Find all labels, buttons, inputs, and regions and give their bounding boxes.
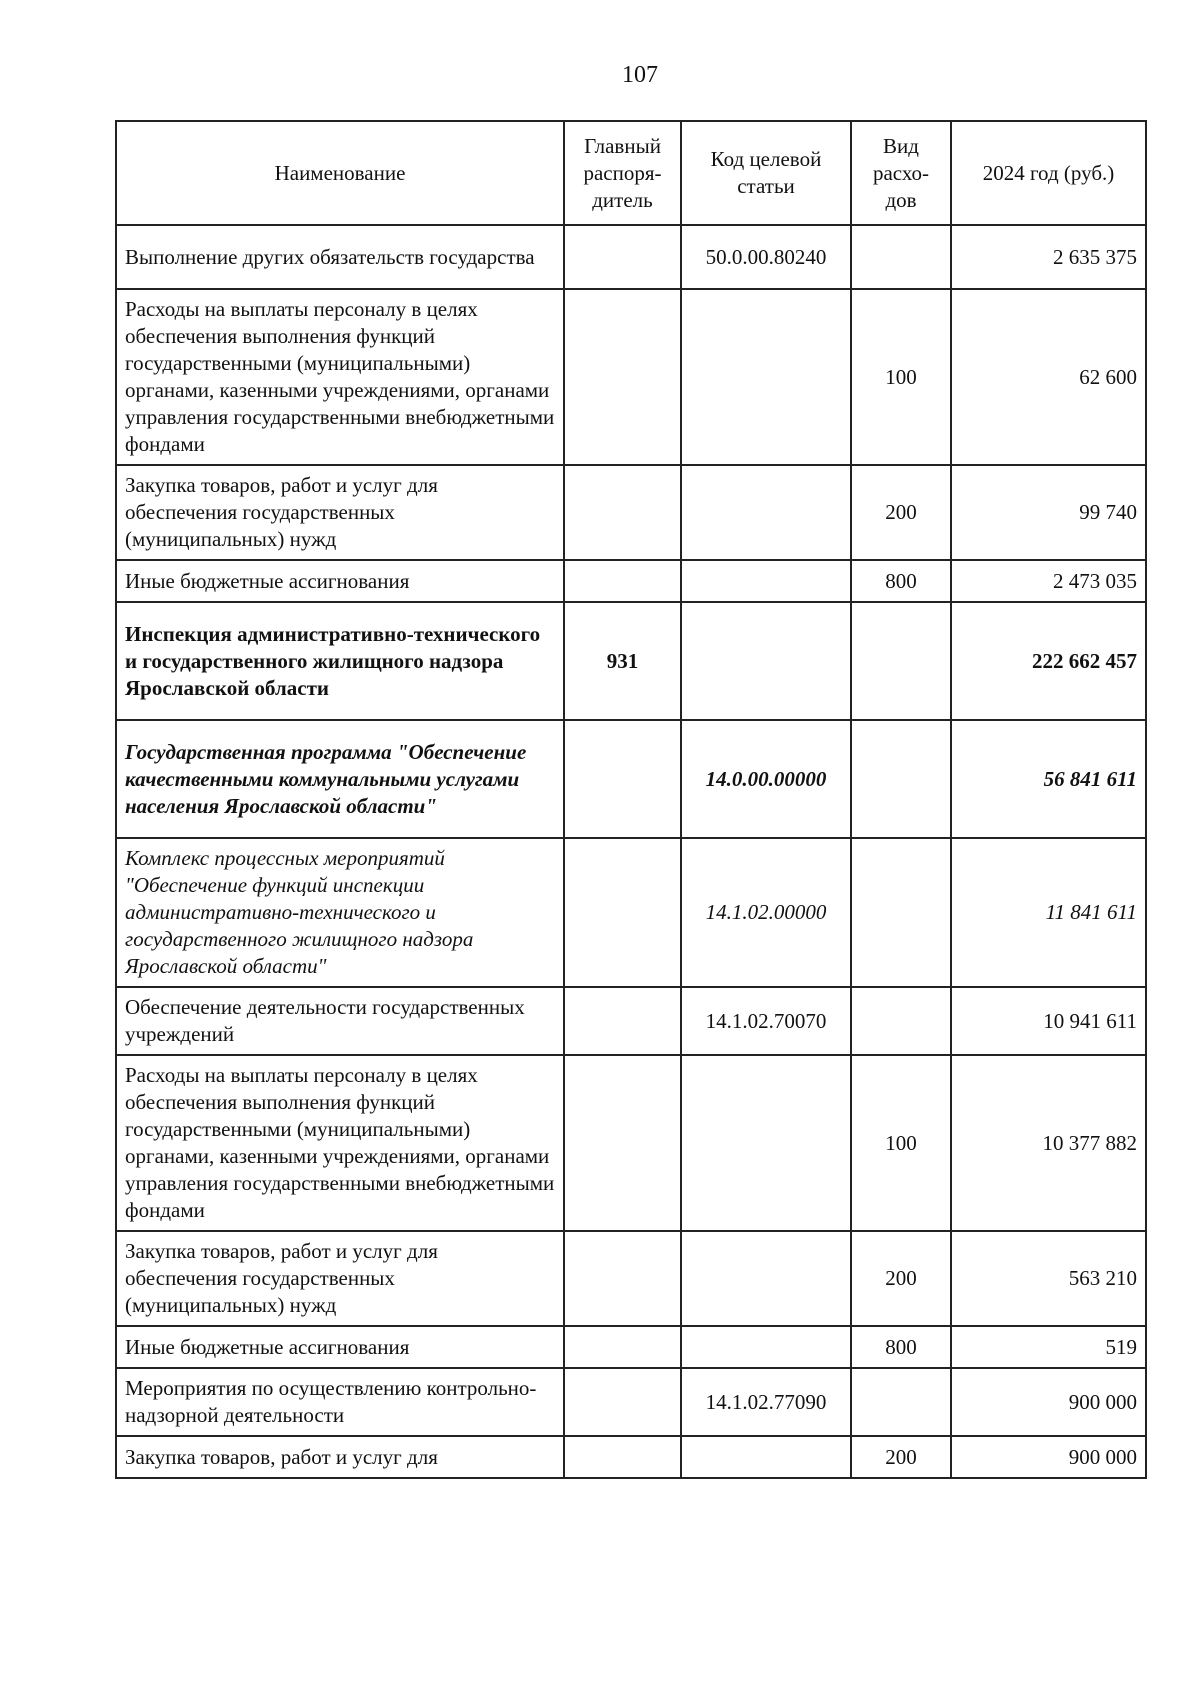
cell-main-manager bbox=[564, 1326, 681, 1368]
cell-target-code bbox=[681, 1055, 851, 1231]
cell-amount: 222 662 457 bbox=[951, 602, 1146, 720]
cell-name: Закупка товаров, работ и услуг для обеспечения государственных (муниципальных) нужд bbox=[116, 465, 564, 560]
header-main-manager: Главный распоря-дитель bbox=[564, 121, 681, 225]
cell-name: Мероприятия по осуществлению контрольно-надзорной деятельности bbox=[116, 1368, 564, 1436]
cell-name: Закупка товаров, работ и услуг для обеспечения государственных (муниципальных) нужд bbox=[116, 1231, 564, 1326]
cell-amount: 900 000 bbox=[951, 1368, 1146, 1436]
cell-name: Инспекция административно-технического и государственного жилищного надзора Ярославской области bbox=[116, 602, 564, 720]
cell-amount: 10 377 882 bbox=[951, 1055, 1146, 1231]
header-expense-type: Вид расхо-дов bbox=[851, 121, 951, 225]
cell-expense-type bbox=[851, 838, 951, 987]
cell-target-code: 14.1.02.77090 bbox=[681, 1368, 851, 1436]
page-number: 107 bbox=[622, 62, 658, 88]
cell-name: Иные бюджетные ассигнования bbox=[116, 560, 564, 602]
table-body bbox=[116, 225, 1146, 1478]
table-row bbox=[116, 602, 1146, 720]
cell-expense-type: 800 bbox=[851, 1326, 951, 1368]
cell-expense-type: 200 bbox=[851, 465, 951, 560]
cell-main-manager bbox=[564, 1055, 681, 1231]
table-row bbox=[116, 720, 1146, 838]
cell-target-code: 50.0.00.80240 bbox=[681, 225, 851, 289]
cell-target-code bbox=[681, 602, 851, 720]
table-row bbox=[116, 465, 1146, 560]
cell-main-manager bbox=[564, 1231, 681, 1326]
cell-main-manager bbox=[564, 289, 681, 465]
cell-target-code bbox=[681, 1436, 851, 1478]
cell-target-code: 14.0.00.00000 bbox=[681, 720, 851, 838]
cell-name: Комплекс процессных мероприятий "Обеспечение функций инспекции административно-технического и государственного жилищного надзора Ярославской области" bbox=[116, 838, 564, 987]
cell-name: Государственная программа "Обеспечение качественными коммунальными услугами населения Ярославской области" bbox=[116, 720, 564, 838]
cell-target-code: 14.1.02.00000 bbox=[681, 838, 851, 987]
table-row bbox=[116, 225, 1146, 289]
cell-main-manager: 931 bbox=[564, 602, 681, 720]
table-row bbox=[116, 1326, 1146, 1368]
cell-target-code bbox=[681, 1326, 851, 1368]
cell-main-manager bbox=[564, 225, 681, 289]
cell-expense-type bbox=[851, 987, 951, 1055]
cell-amount: 62 600 bbox=[951, 289, 1146, 465]
cell-amount: 10 941 611 bbox=[951, 987, 1146, 1055]
cell-name: Иные бюджетные ассигнования bbox=[116, 1326, 564, 1368]
cell-amount: 56 841 611 bbox=[951, 720, 1146, 838]
header-target-code: Код целевой статьи bbox=[681, 121, 851, 225]
cell-target-code bbox=[681, 560, 851, 602]
cell-expense-type: 800 bbox=[851, 560, 951, 602]
cell-name: Закупка товаров, работ и услуг для bbox=[116, 1436, 564, 1478]
table-row bbox=[116, 1231, 1146, 1326]
cell-amount: 900 000 bbox=[951, 1436, 1146, 1478]
header-amount: 2024 год (руб.) bbox=[951, 121, 1146, 225]
table-row bbox=[116, 1436, 1146, 1478]
table-row bbox=[116, 1368, 1146, 1436]
table-row bbox=[116, 1055, 1146, 1231]
cell-expense-type bbox=[851, 1368, 951, 1436]
cell-name: Расходы на выплаты персоналу в целях обеспечения выполнения функций государственными (муниципальными) органами, казенными учреждениями, органами управления государственными внебюджетными фондами bbox=[116, 289, 564, 465]
cell-expense-type bbox=[851, 225, 951, 289]
cell-main-manager bbox=[564, 987, 681, 1055]
budget-table bbox=[115, 120, 1147, 1479]
cell-name: Расходы на выплаты персоналу в целях обеспечения выполнения функций государственными (муниципальными) органами, казенными учреждениями, органами управления государственными внебюджетными фондами bbox=[116, 1055, 564, 1231]
table-row bbox=[116, 838, 1146, 987]
cell-name: Обеспечение деятельности государственных учреждений bbox=[116, 987, 564, 1055]
cell-expense-type: 200 bbox=[851, 1231, 951, 1326]
cell-amount: 563 210 bbox=[951, 1231, 1146, 1326]
cell-main-manager bbox=[564, 465, 681, 560]
cell-name: Выполнение других обязательств государства bbox=[116, 225, 564, 289]
cell-amount: 519 bbox=[951, 1326, 1146, 1368]
cell-main-manager bbox=[564, 720, 681, 838]
cell-main-manager bbox=[564, 1368, 681, 1436]
cell-target-code bbox=[681, 289, 851, 465]
cell-expense-type: 100 bbox=[851, 289, 951, 465]
cell-target-code bbox=[681, 1231, 851, 1326]
cell-main-manager bbox=[564, 1436, 681, 1478]
cell-expense-type: 100 bbox=[851, 1055, 951, 1231]
cell-amount: 99 740 bbox=[951, 465, 1146, 560]
cell-amount: 2 635 375 bbox=[951, 225, 1146, 289]
table-row bbox=[116, 987, 1146, 1055]
table-row bbox=[116, 289, 1146, 465]
cell-target-code bbox=[681, 465, 851, 560]
table-row bbox=[116, 560, 1146, 602]
cell-amount: 11 841 611 bbox=[951, 838, 1146, 987]
cell-amount: 2 473 035 bbox=[951, 560, 1146, 602]
header-name: Наименование bbox=[116, 121, 564, 225]
cell-target-code: 14.1.02.70070 bbox=[681, 987, 851, 1055]
cell-main-manager bbox=[564, 560, 681, 602]
cell-expense-type: 200 bbox=[851, 1436, 951, 1478]
table-header-row bbox=[116, 121, 1146, 225]
cell-expense-type bbox=[851, 602, 951, 720]
cell-main-manager bbox=[564, 838, 681, 987]
cell-expense-type bbox=[851, 720, 951, 838]
